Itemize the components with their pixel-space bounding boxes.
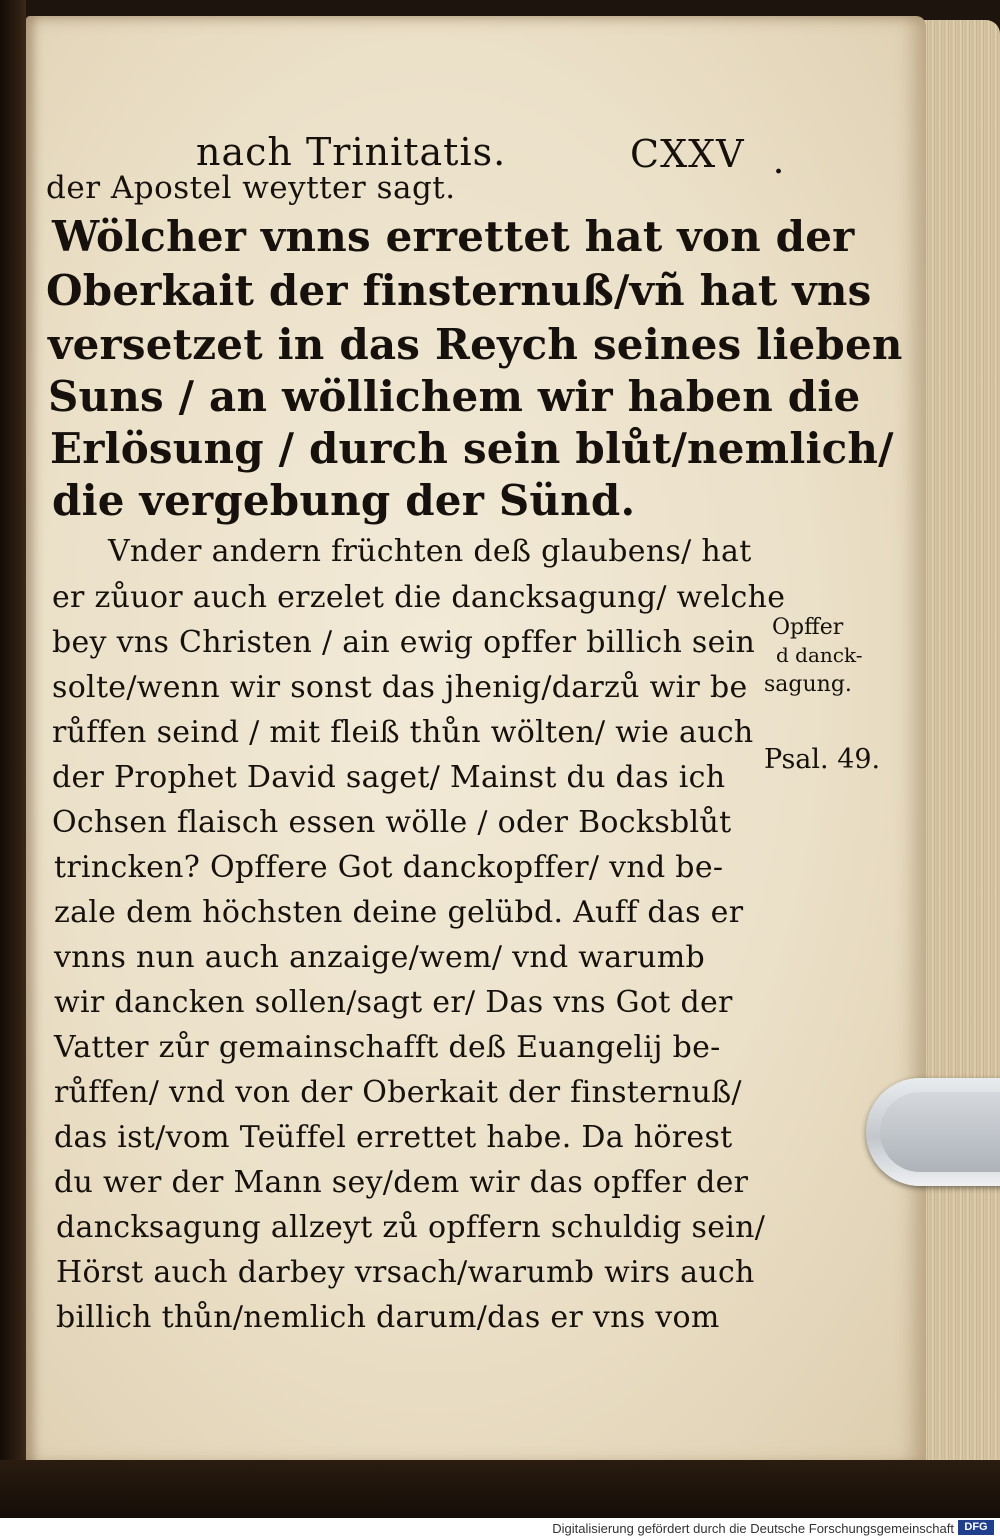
marginal-note-line: Opffer [772,615,844,640]
marginal-note-line: d danck- [776,643,863,667]
verse-line: Erlösung / durch sein blůt/nemlich/ [50,424,894,473]
running-head: nach Trinitatis. [196,130,507,174]
body-line: bey vns Christen / ain ewig opffer billich sein [52,625,756,660]
verse-line: Suns / an wöllichem wir haben die [48,372,861,421]
marginal-note-line: sagung. [764,672,852,697]
verse-line: versetzet in das Reych seines lieben [48,320,903,369]
body-line: vnns nun auch anzaige/wem/ vnd warumb [54,940,705,975]
marginal-reference: Psal. 49. [764,744,881,775]
dfg-logo: DFG [958,1520,994,1535]
body-line: du wer der Mann sey/dem wir das opffer der [54,1165,749,1200]
body-line: dancksagung allzeyt zů opffern schuldig sein/ [56,1210,766,1245]
verse-line: Wölcher vnns errettet hat von der [52,212,855,261]
body-line: wir dancken sollen/sagt er/ Das vns Got der [54,985,733,1020]
body-line: Vatter zůr gemainschafft deß Euangelij be- [54,1030,721,1065]
verse-line: Oberkait der finsternuß/vñ hat vns [46,266,872,315]
body-line: das ist/vom Teüffel errettet habe. Da hörest [54,1120,733,1155]
verse-line: die vergebung der Sünd. [52,476,636,525]
folio-number: CXXV [630,132,745,176]
book-cover-bottom [0,1460,1000,1518]
body-line: der Prophet David saget/ Mainst du das ich [52,760,726,795]
intro-line: der Apostel weytter sagt. [46,170,456,206]
folio-dot: . [774,150,784,180]
book-cover-left [0,0,26,1518]
body-line: zale dem höchsten deine gelübd. Auff das er [54,895,744,930]
body-line: er zůuor auch erzelet die dancksagung/ welche [52,580,786,615]
body-line: solte/wenn wir sonst das jhenig/darzů wir be [52,670,748,705]
page-clip [866,1078,1000,1186]
body-line: trincken? Opffere Got danckopffer/ vnd be- [54,850,724,885]
body-line: Vnder andern früchten deß glaubens/ hat [108,534,752,569]
funding-credit: Digitalisierung gefördert durch die Deutsche Forschungsgemeinschaft [552,1521,954,1536]
body-line: Hörst auch darbey vrsach/warumb wirs auch [56,1255,755,1290]
body-line: růffen seind / mit fleiß thůn wölten/ wie auch [52,715,754,750]
page-clip-inner [880,1092,1000,1172]
body-line: billich thůn/nemlich darum/das er vns vom [56,1300,720,1335]
body-line: Ochsen flaisch essen wölle / oder Bocksblůt [52,805,732,840]
body-line: růffen/ vnd von der Oberkait der finsternuß/ [54,1075,742,1110]
